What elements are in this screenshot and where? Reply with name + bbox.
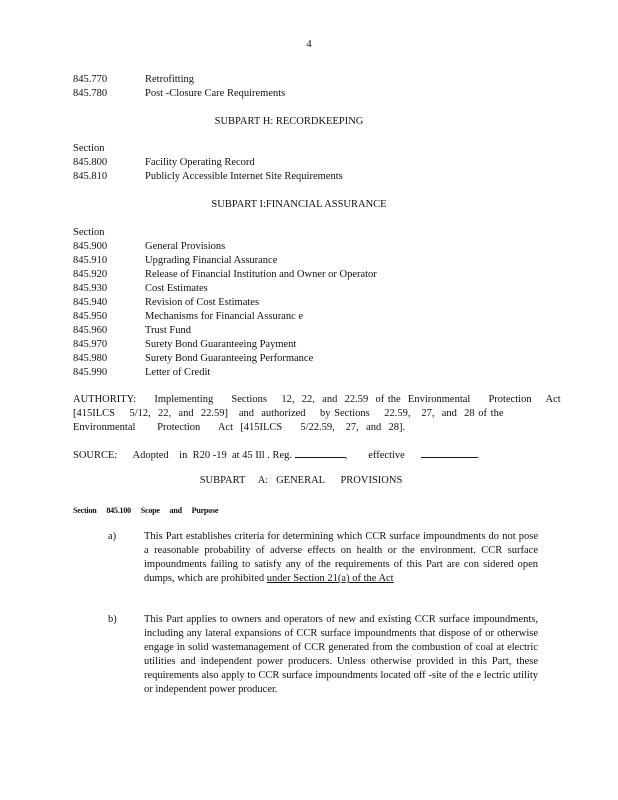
toc-row bbox=[73, 324, 543, 338]
toc-number: 845.900 bbox=[73, 241, 108, 252]
paragraph-underlined: under Section 21(a) of the Act bbox=[266, 573, 394, 584]
source-middle: , effective bbox=[344, 450, 405, 461]
paragraph-body: This Part establishes criteria for determining which CCR surface impoundments do not pose a reasonable probability of adverse effects on health or the environment. CCR surface impoundments failing to satisfy any of the requirements of this Part are con sidered open dumps, which are prohibited bbox=[144, 531, 538, 584]
subpart-i-heading: SUBPART I:FINANCIAL ASSURANCE bbox=[211, 199, 387, 210]
toc-title: Revision of Cost Estimates bbox=[145, 297, 260, 308]
section-heading-title: Scope and Purpose bbox=[140, 506, 219, 515]
toc-row bbox=[73, 338, 543, 352]
toc-title: Cost Estimates bbox=[145, 283, 208, 294]
toc-title: Surety Bond Guaranteeing Payment bbox=[145, 339, 297, 350]
toc-row bbox=[73, 366, 543, 380]
authority-note bbox=[73, 393, 561, 435]
toc-number: 845.780 bbox=[73, 88, 108, 99]
toc-row bbox=[73, 296, 543, 310]
toc-number: 845.990 bbox=[73, 367, 108, 378]
toc-title: Upgrading Financial Assurance bbox=[145, 255, 278, 266]
toc-top bbox=[73, 73, 543, 101]
toc-number: 845.810 bbox=[73, 171, 108, 182]
toc-number: 845.770 bbox=[73, 74, 108, 85]
subpart-a-heading: SUBPART A: GENERAL PROVISIONS bbox=[199, 475, 403, 486]
toc-title: Post -Closure Care Requirements bbox=[145, 88, 286, 99]
page-number: 4 bbox=[306, 39, 312, 50]
paragraph-letter: b) bbox=[108, 614, 117, 625]
section-heading-label: Section bbox=[73, 506, 97, 515]
toc-row bbox=[73, 156, 543, 170]
paragraph-a bbox=[108, 530, 538, 586]
toc-number: 845.930 bbox=[73, 283, 108, 294]
toc-row bbox=[73, 73, 543, 87]
toc-number: 845.940 bbox=[73, 297, 108, 308]
toc-row bbox=[73, 240, 543, 254]
section-label-text: Section bbox=[73, 227, 105, 238]
toc-title: Publicly Accessible Internet Site Requirements bbox=[145, 171, 343, 182]
toc-title: Letter of Credit bbox=[145, 367, 211, 378]
paragraph-b bbox=[108, 613, 538, 697]
section-label-text: Section bbox=[73, 143, 105, 154]
paragraph-text bbox=[144, 530, 538, 586]
source-prefix: SOURCE: Adopted in R20 -19 at 45 Ill . Reg. bbox=[73, 450, 293, 461]
toc-number: 845.910 bbox=[73, 255, 108, 266]
section-label bbox=[73, 226, 543, 240]
toc-subpart-h bbox=[73, 142, 543, 184]
toc-row bbox=[73, 282, 543, 296]
toc-title: Retrofitting bbox=[145, 74, 194, 85]
toc-row bbox=[73, 87, 543, 101]
toc-number: 845.970 bbox=[73, 339, 108, 350]
paragraph-text: This Part applies to owners and operators of new and existing CCR surface impoundments, including any lateral expansions of CCR surface impoundments that dispose of or otherwise engage in solid wastemanagement of CCR generated from the combustion of coal at electric utilities and independent power producers. Unless otherwise provided in this Part, these requirements also apply to CCR surface impoundments located off -site of the e lectric utility or independent power producer. bbox=[144, 614, 538, 695]
toc-row bbox=[73, 268, 543, 282]
section-heading bbox=[73, 504, 218, 518]
toc-title: Trust Fund bbox=[145, 325, 192, 336]
paragraph-letter: a) bbox=[108, 531, 117, 542]
authority-line: AUTHORITY: Implementing Sections 12, 22, and 22.59 of the Environmental Protection Act bbox=[73, 394, 561, 405]
toc-number: 845.800 bbox=[73, 157, 108, 168]
toc-subpart-i bbox=[73, 226, 543, 380]
authority-line: [415ILCS 5/12, 22, and 22.59] and authorized by Sections 22.59, 27, and 28 of the bbox=[73, 408, 504, 419]
source-blank-reg bbox=[295, 446, 345, 458]
toc-number: 845.980 bbox=[73, 353, 108, 364]
toc-title: Facility Operating Record bbox=[145, 157, 255, 168]
toc-row bbox=[73, 254, 543, 268]
source-blank-date bbox=[421, 446, 477, 458]
toc-title: Mechanisms for Financial Assuranc e bbox=[145, 311, 304, 322]
toc-row bbox=[73, 310, 543, 324]
toc-title: General Provisions bbox=[145, 241, 226, 252]
subpart-h-heading: SUBPART H: RECORDKEEPING bbox=[214, 116, 364, 127]
toc-number: 845.920 bbox=[73, 269, 108, 280]
toc-row bbox=[73, 170, 543, 184]
toc-number: 845.950 bbox=[73, 311, 108, 322]
toc-title: Surety Bond Guaranteeing Performance bbox=[145, 353, 314, 364]
toc-number: 845.960 bbox=[73, 325, 108, 336]
toc-title: Release of Financial Institution and Owner or Operator bbox=[145, 269, 377, 280]
source-suffix: . bbox=[476, 450, 480, 461]
section-label bbox=[73, 142, 543, 156]
authority-line: Environmental Protection Act [415ILCS 5/22.59, 27, and 28]. bbox=[73, 422, 406, 433]
source-note bbox=[73, 446, 553, 463]
section-heading-number: 845.100 bbox=[106, 506, 131, 515]
toc-row bbox=[73, 352, 543, 366]
